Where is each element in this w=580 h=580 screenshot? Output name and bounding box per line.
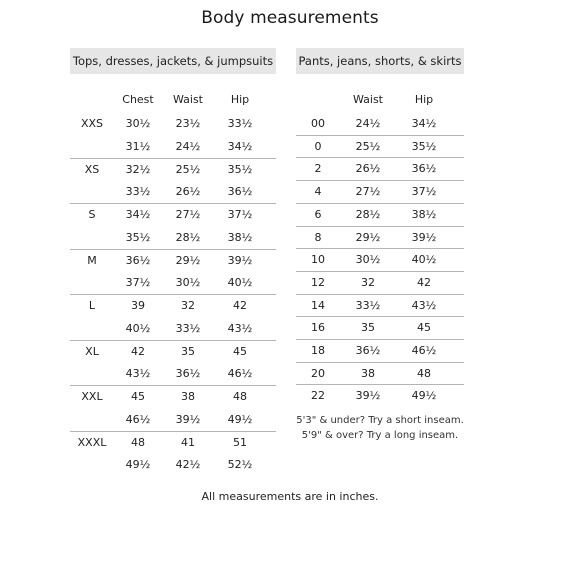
tops-size-label: XXXL (77, 435, 107, 449)
pants-cell: 42 (417, 275, 431, 289)
tops-cell: 34½ (227, 139, 253, 153)
tops-group-divider (70, 203, 276, 204)
tops-cell: 31½ (125, 139, 151, 153)
units-footnote: All measurements are in inches. (201, 490, 379, 503)
long-inseam-note: 5'9" & over? Try a long inseam. (301, 430, 459, 441)
tops-cell: 33½ (227, 117, 253, 130)
tops-cell: 40½ (227, 276, 253, 290)
tops-cell: 29½ (175, 253, 201, 267)
pants-row-divider (296, 135, 464, 136)
tops-cell: 36½ (175, 367, 201, 381)
tops-group-divider (70, 385, 276, 386)
tops-cell: 51 (233, 435, 247, 449)
tops-size-label: XS (84, 162, 100, 176)
pants-row-divider (296, 271, 464, 272)
pants-size-label: 00 (311, 117, 325, 130)
pants-size-label: 12 (311, 275, 325, 289)
tops-cell: 49½ (125, 458, 151, 472)
pants-size-label: 0 (314, 139, 322, 153)
tops-cell: 42 (233, 299, 247, 312)
tops-cell: 32½ (125, 162, 151, 176)
pants-size-label: 20 (311, 366, 325, 380)
pants-size-label: 10 (311, 253, 325, 267)
tops-size-label: S (88, 208, 96, 221)
tops-group-divider (70, 340, 276, 341)
tops-cell: 48 (131, 435, 145, 449)
pants-column-header: Waist (352, 93, 383, 106)
pants-cell: 38 (361, 366, 375, 380)
pants-cell: 29½ (355, 230, 381, 244)
tops-group-divider (70, 249, 276, 250)
tops-group-divider (70, 431, 276, 432)
tops-cell: 36½ (125, 253, 151, 267)
pants-row-divider (296, 362, 464, 363)
pants-cell: 46½ (411, 344, 437, 357)
tops-group-divider (70, 158, 276, 159)
pants-row-divider (296, 316, 464, 317)
tops-cell: 40½ (125, 321, 151, 335)
pants-cell: 37½ (411, 185, 437, 199)
pants-row-divider (296, 226, 464, 227)
tops-size-label: XL (85, 344, 99, 358)
pants-size-label: 6 (314, 207, 322, 221)
pants-size-label: 18 (311, 344, 325, 357)
tops-group-divider (70, 294, 276, 295)
page-title: Body measurements (201, 8, 379, 28)
pants-row-divider (296, 248, 464, 249)
tops-size-label: XXL (81, 390, 103, 403)
pants-cell: 28½ (355, 207, 381, 221)
pants-cell: 48 (417, 366, 431, 380)
pants-row-divider (296, 339, 464, 340)
pants-cell: 43½ (411, 298, 437, 312)
pants-cell: 32 (361, 275, 375, 289)
pants-cell: 40½ (411, 253, 437, 267)
tops-cell: 34½ (125, 208, 151, 221)
pants-cell: 26½ (355, 162, 381, 176)
pants-size-label: 14 (311, 298, 325, 312)
tops-cell: 24½ (175, 139, 201, 153)
pants-cell: 39½ (411, 230, 437, 244)
tops-cell: 35½ (125, 230, 151, 244)
tops-cell: 39½ (175, 412, 201, 426)
pants-size-label: 16 (311, 321, 325, 335)
tops-size-label: L (88, 299, 96, 312)
pants-cell: 45 (417, 321, 431, 335)
tops-cell: 35 (181, 344, 195, 358)
pants-size-label: 8 (314, 230, 322, 244)
pants-table (296, 93, 464, 403)
tops-cell: 33½ (175, 321, 201, 335)
tops-cell: 46½ (227, 367, 253, 381)
short-inseam-note: 5'3" & under? Try a short inseam. (296, 415, 464, 426)
pants-cell: 36½ (355, 344, 381, 357)
pants-cell: 35½ (411, 139, 437, 153)
pants-column-header: Hip (414, 93, 434, 106)
tops-cell: 49½ (227, 412, 253, 426)
tops-cell: 43½ (125, 367, 151, 381)
tops-cell: 23½ (175, 117, 201, 130)
pants-cell: 33½ (355, 298, 381, 312)
tops-cell: 48 (233, 390, 247, 403)
tops-table (70, 93, 276, 473)
pants-row-divider (296, 294, 464, 295)
tops-cell: 45 (233, 344, 247, 358)
pants-row-divider (296, 180, 464, 181)
tops-cell: 30½ (175, 276, 201, 290)
tops-cell: 38½ (227, 230, 253, 244)
tops-cell: 42 (131, 344, 145, 358)
tops-cell: 35½ (227, 162, 253, 176)
pants-section-header: Pants, jeans, shorts, & skirts (296, 48, 464, 74)
tops-column-header: Waist (172, 93, 203, 106)
tops-section-header: Tops, dresses, jackets, & jumpsuits (70, 48, 276, 74)
tops-column-header: Chest (122, 93, 154, 106)
pants-cell: 35 (361, 321, 375, 335)
tops-cell: 26½ (175, 185, 201, 199)
pants-size-label: 2 (314, 162, 322, 176)
tops-cell: 25½ (175, 162, 201, 176)
pants-cell: 25½ (355, 139, 381, 153)
tops-cell: 42½ (175, 458, 201, 472)
tops-cell: 46½ (125, 412, 151, 426)
pants-cell: 49½ (411, 389, 437, 403)
pants-cell: 38½ (411, 207, 437, 221)
tops-cell: 39 (131, 299, 145, 312)
pants-row-divider (296, 157, 464, 158)
pants-cell: 39½ (355, 389, 381, 403)
tops-cell: 37½ (125, 276, 151, 290)
pants-cell: 24½ (355, 117, 381, 130)
tops-cell: 27½ (175, 208, 201, 221)
pants-cell: 34½ (411, 117, 437, 130)
tops-size-label: XXS (80, 117, 104, 130)
tops-cell: 33½ (125, 185, 151, 199)
tops-size-label: M (87, 253, 97, 267)
tops-cell: 41 (181, 435, 195, 449)
tops-cell: 52½ (227, 458, 253, 472)
tops-cell: 36½ (227, 185, 253, 199)
tops-cell: 32 (181, 299, 195, 312)
pants-row-divider (296, 203, 464, 204)
tops-cell: 38 (181, 390, 195, 403)
pants-size-label: 22 (311, 389, 325, 403)
pants-cell: 27½ (355, 185, 381, 199)
tops-cell: 30½ (125, 117, 151, 130)
pants-cell: 30½ (355, 253, 381, 267)
tops-cell: 39½ (227, 253, 253, 267)
tops-cell: 43½ (227, 321, 253, 335)
tops-cell: 28½ (175, 230, 201, 244)
tops-cell: 45 (131, 390, 145, 403)
pants-size-label: 4 (314, 185, 322, 199)
pants-row-divider (296, 384, 464, 385)
tops-column-header: Hip (230, 93, 250, 106)
pants-cell: 36½ (411, 162, 437, 176)
tops-cell: 37½ (227, 208, 253, 221)
